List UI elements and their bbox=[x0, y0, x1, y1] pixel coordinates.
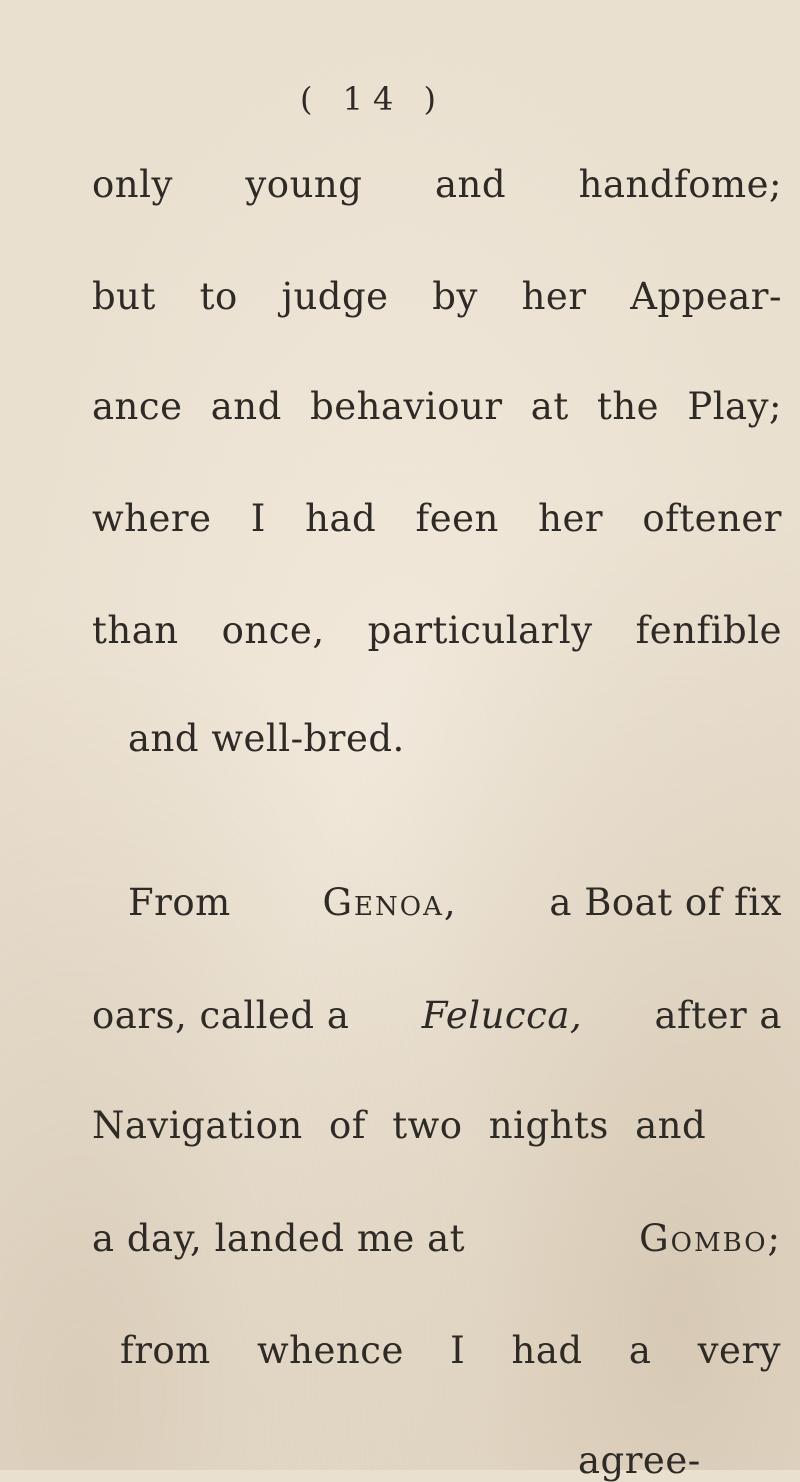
text-line-10 bbox=[92, 1217, 782, 1260]
word: only bbox=[92, 163, 173, 206]
page-number: ( 14 ) bbox=[300, 80, 447, 118]
word: once, bbox=[221, 609, 325, 652]
text-line-7 bbox=[128, 881, 782, 924]
word: particularly bbox=[367, 609, 593, 652]
word: her bbox=[538, 497, 604, 540]
catchword-text: agree- bbox=[578, 1439, 701, 1482]
line-remainder: a Boat of fix bbox=[549, 881, 782, 924]
word: the bbox=[596, 385, 660, 428]
word: and bbox=[210, 385, 282, 428]
text-line-6 bbox=[128, 717, 405, 760]
word: Play; bbox=[687, 385, 782, 428]
word: oftener bbox=[642, 497, 782, 540]
word: her bbox=[521, 275, 587, 318]
word: feen bbox=[415, 497, 499, 540]
place-name-genoa: Genoa, bbox=[322, 881, 458, 924]
word: judge bbox=[281, 275, 389, 318]
word: From bbox=[128, 881, 231, 924]
text-line-4 bbox=[92, 497, 782, 540]
text-line-1 bbox=[92, 163, 782, 206]
word: Appear- bbox=[630, 275, 782, 318]
line-remainder: after a bbox=[654, 994, 782, 1037]
line-start: oars, called a bbox=[92, 994, 350, 1037]
text-line-5 bbox=[92, 609, 782, 652]
word: by bbox=[432, 275, 478, 318]
text-line-2 bbox=[92, 275, 782, 318]
word: handfome; bbox=[578, 163, 782, 206]
word: to bbox=[199, 275, 238, 318]
line-start: a day, landed me at bbox=[92, 1217, 465, 1260]
place-name-gombo: Gombo; bbox=[639, 1217, 782, 1260]
word: I bbox=[250, 497, 266, 540]
word: and bbox=[435, 163, 507, 206]
line-text: from whence I had a very bbox=[120, 1329, 782, 1372]
text-line-9 bbox=[92, 1104, 707, 1147]
word: behaviour bbox=[310, 385, 503, 428]
word: had bbox=[305, 497, 377, 540]
word: ance bbox=[92, 385, 183, 428]
line-text: Navigation of two nights and bbox=[92, 1104, 707, 1147]
word: than bbox=[92, 609, 179, 652]
word: at bbox=[530, 385, 569, 428]
word: but bbox=[92, 275, 156, 318]
text-line-8 bbox=[92, 994, 782, 1037]
italic-term-felucca: Felucca, bbox=[421, 994, 583, 1037]
word: young bbox=[245, 163, 363, 206]
word: fenfible bbox=[635, 609, 782, 652]
text-line-11 bbox=[120, 1329, 782, 1372]
paragraph-end: and well-bred. bbox=[128, 717, 405, 760]
catchword bbox=[578, 1439, 701, 1482]
text-line-3 bbox=[92, 385, 782, 428]
word: where bbox=[92, 497, 212, 540]
